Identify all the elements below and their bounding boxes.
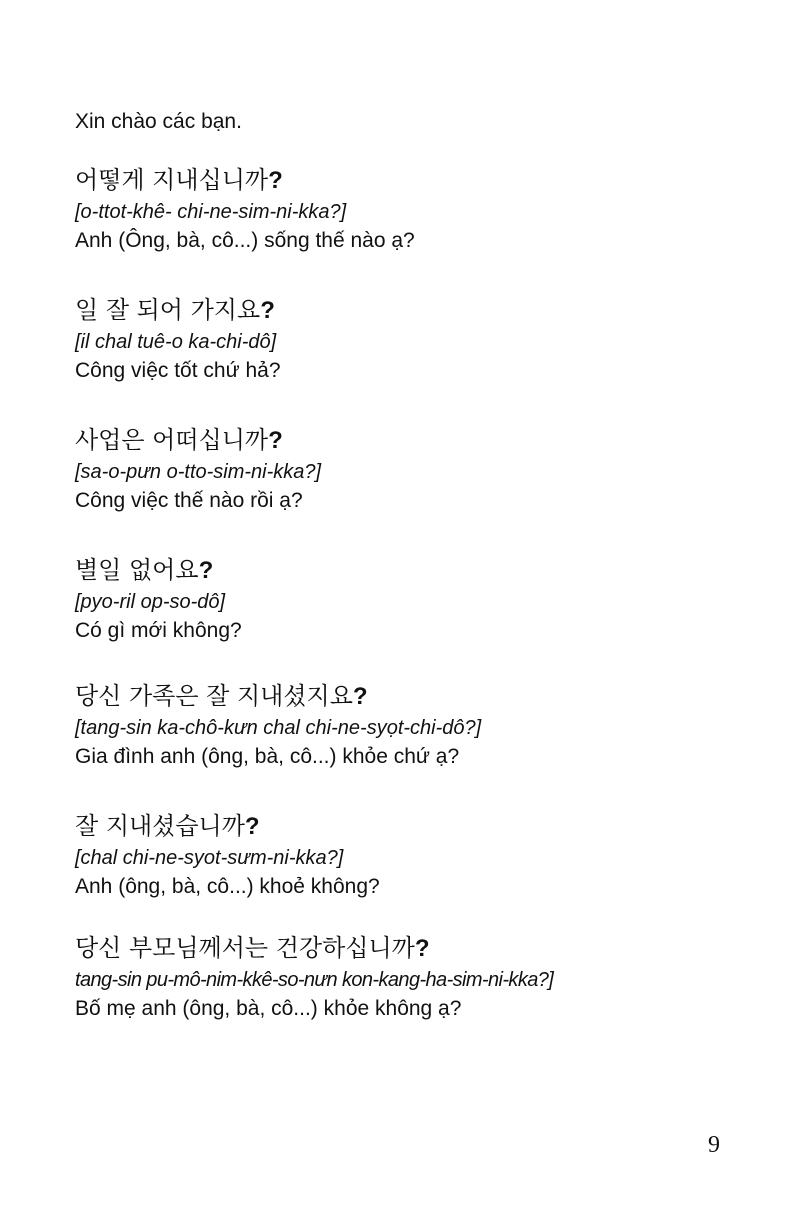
phrase-entry <box>75 808 380 902</box>
korean-text: 당신 부모님께서는 건강하십니까 <box>75 934 415 962</box>
romanization: [chal chi-ne-syot-sưm-ni-kka?] <box>75 847 344 869</box>
korean-text: 잘 지내셨습니까 <box>75 812 245 840</box>
question-mark: ? <box>198 557 214 584</box>
korean-phrase <box>75 422 321 458</box>
korean-text: 사업은 어떠십니까 <box>75 426 269 454</box>
vietnamese-translation: Có gì mới không? <box>75 619 242 642</box>
romanization: [o-ttot-khê- chi-ne-sim-ni-kka?] <box>75 201 347 223</box>
vietnamese-translation: Anh (ông, bà, cô...) khoẻ không? <box>75 875 380 898</box>
korean-text: 별일 없어요 <box>75 556 199 584</box>
intro-line: Xin chào các bạn. <box>75 110 242 133</box>
page-number: 9 <box>708 1132 720 1158</box>
romanization: [sa-o-pưn o-tto-sim-ni-kka?] <box>75 461 322 483</box>
vietnamese-translation: Bố mẹ anh (ông, bà, cô...) khỏe không ạ? <box>75 997 462 1020</box>
question-mark: ? <box>260 297 275 324</box>
romanization: [il chal tuê-o ka-chi-dô] <box>75 331 277 353</box>
vietnamese-translation: Anh (Ông, bà, cô...) sống thế nào ạ? <box>75 229 415 252</box>
korean-text: 당신 가족은 잘 지내셨지요 <box>75 682 353 710</box>
question-mark: ? <box>268 167 283 194</box>
question-mark: ? <box>352 683 368 710</box>
korean-phrase <box>75 162 415 198</box>
korean-phrase <box>75 930 553 966</box>
korean-text: 일 잘 되어 가지요 <box>75 296 261 324</box>
korean-phrase <box>75 808 380 844</box>
romanization: tang-sin pu-mô-nim-kkê-so-nưn kon-kang-ha-sim-ni-kka?] <box>75 969 554 991</box>
phrase-entry <box>75 422 321 516</box>
question-mark: ? <box>268 427 283 454</box>
question-mark: ? <box>244 813 260 840</box>
phrase-entry <box>75 930 553 1024</box>
romanization: [pyo-ril op-so-dô] <box>75 591 226 613</box>
korean-text: 어떻게 지내십니까 <box>75 166 269 194</box>
vietnamese-translation: Gia đình anh (ông, bà, cô...) khỏe chứ ạ? <box>75 745 460 768</box>
korean-phrase <box>75 678 481 714</box>
phrase-entry <box>75 552 242 646</box>
phrase-entry <box>75 292 281 386</box>
korean-phrase <box>75 292 281 328</box>
question-mark: ? <box>414 935 430 962</box>
phrase-entry <box>75 162 415 256</box>
romanization: [tang-sin ka-chô-kưn chal chi-ne-syọt-chi-dô?] <box>75 717 482 739</box>
phrase-entry <box>75 678 481 772</box>
korean-phrase <box>75 552 242 588</box>
vietnamese-translation: Công việc thế nào rồi ạ? <box>75 489 303 512</box>
vietnamese-translation: Công việc tốt chứ hả? <box>75 359 281 382</box>
